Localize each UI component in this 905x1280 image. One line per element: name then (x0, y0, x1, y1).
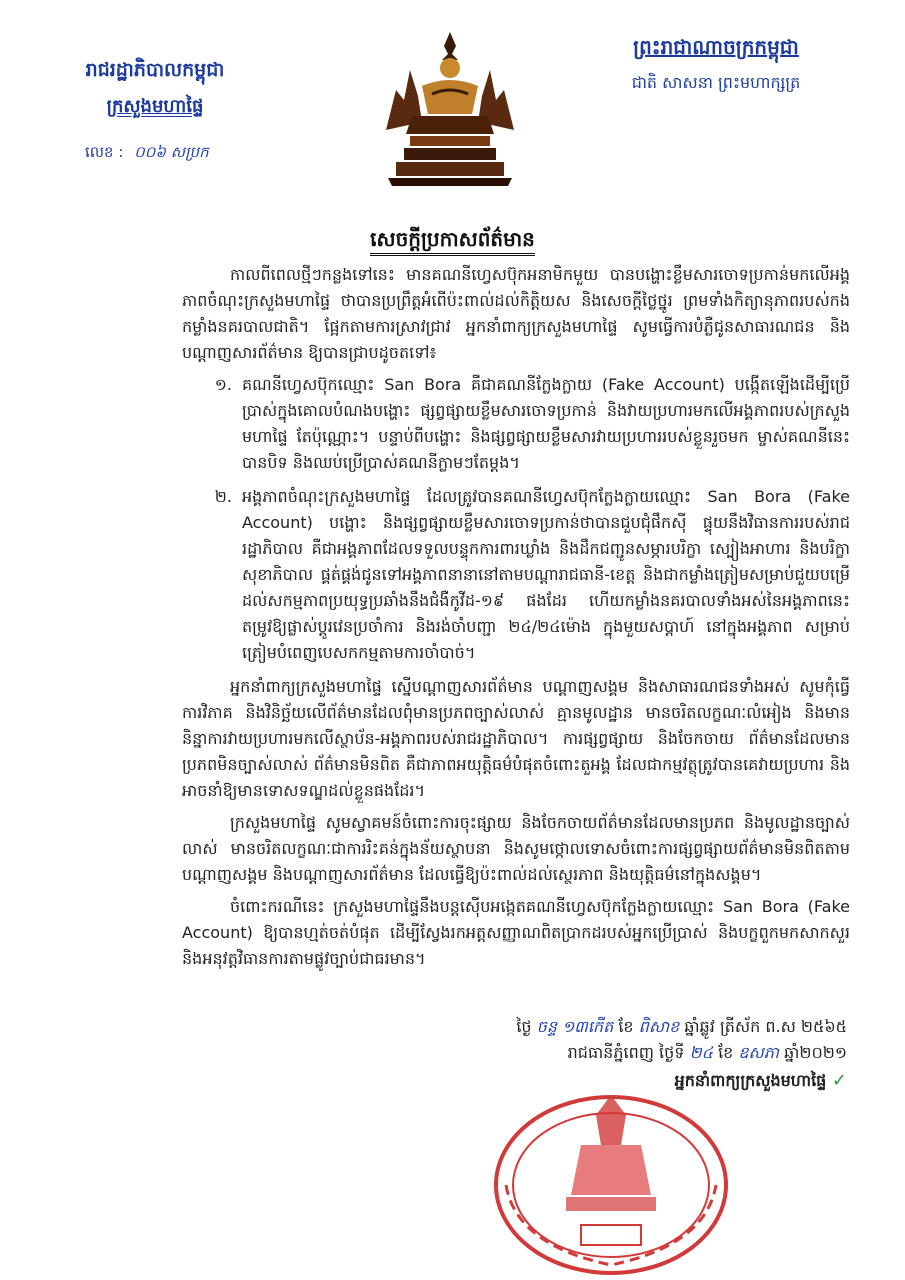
lunar-date: ថ្ងៃ ចន្ទ ១៣កើត ខែ ពិសាខ ឆ្នាំឆ្លូវ ត្រីស័ក ព.ស ២៥៦៥ (516, 1017, 847, 1036)
investigation-paragraph: ចំពោះករណីនេះ ក្រសួងមហាផ្ទៃនឹងបន្តស៊ើបអង្កេតគណនីហ្វេសប៊ុកក្លែងក្លាយឈ្មោះ San Bora (Fake Account) ឱ្យបានហ្មត់ចត់បំផុត ដើម្បីស្វែងរកអត្តសញ្ញាណពិតប្រាកដរបស់អ្នកប្រើប្រាស់ និងបក្ខពួកមកសាកសួរ និងអនុវត្តវិធានការតាមផ្លូវច្បាប់ជាធរមាន។ (182, 897, 850, 968)
ministry-name: ក្រសួងមហាផ្ទៃ (106, 96, 204, 117)
document-body (182, 262, 850, 978)
kingdom-name: ព្រះរាជាណាចក្រកម្ពុជា (633, 35, 799, 59)
government-name: រាជរដ្ឋាភិបាលកម្ពុជា (85, 59, 225, 81)
document-title (0, 226, 905, 256)
reference-number (55, 143, 255, 165)
intro-paragraph: កាលពីពេលថ្មីៗកន្លងទៅនេះ មានគណនីហ្វេសប៊ុកអនាមិកមួយ បានបង្ហោះខ្លឹមសារចោទប្រកាន់មកលើអង្គភាពចំណុះក្រសួងមហាផ្ទៃ ថាបានប្រព្រឹត្តអំពើប៉ះពាល់ដល់កិត្តិយស និងសេចក្តីថ្លៃថ្នូរ ព្រមទាំងកិត្យានុភាពរបស់កងកម្លាំងនគរបាលជាតិ។ ផ្អែកតាមការស្រាវជ្រាវ អ្នកនាំពាក្យក្រសួងមហាផ្ទៃ សូមធ្វើការបំភ្លឺជូនសាធារណជន និងបណ្តាញសារព័ត៌មាន ឱ្យបានជ្រាបដូចតទៅ៖ (182, 265, 850, 362)
list-item (182, 372, 850, 476)
royal-emblem-icon (382, 30, 518, 188)
welcome-paragraph: ក្រសួងមហាផ្ទៃ សូមស្វាគមន៍ចំពោះការចុះផ្សាយ និងចែកចាយព័ត៌មានដែលមានប្រភព និងមូលដ្ឋានច្បាស់លាស់ មានចរិតលក្ខណៈជាការរិះគន់ក្នុងន័យស្ថាបនា និងសូមថ្កោលទោសចំពោះការផ្សព្វផ្សាយព័ត៌មានមិនពិតតាមបណ្តាញសង្គម និងបណ្តាញសារព័ត៌មាន ដែលធ្វើឱ្យប៉ះពាល់ដល់ស្ថេរភាព និងយុត្តិធម៌នៅក្នុងសង្គម។ (182, 813, 850, 884)
item-text: អង្គភាពចំណុះក្រសួងមហាផ្ទៃ ដែលត្រូវបានគណនីហ្វេសប៊ុកក្លែងក្លាយឈ្មោះ San Bora (Fake Account) បង្ហោះ និងផ្សព្វផ្សាយខ្លឹមសារចោទប្រកាន់ថាបានជួបជុំផឹកស៊ី ផ្ទុយនឹងវិធានការរបស់រាជរដ្ឋាភិបាល គឺជាអង្គភាពដែលទទួលបន្ទុកការពារឃ្លាំង និងដឹកជញ្ជូនសម្ភារបរិក្ខា ស្បៀងអាហារ និងបរិក្ខាសុខាភិបាល ផ្គត់ផ្គង់ជូនទៅអង្គភាពនានានៅតាមបណ្តារាជធានី-ខេត្ត និងជាកម្លាំងត្រៀមសម្រាប់ជួយបម្រើដល់សកម្មភាពប្រយុទ្ធប្រឆាំងនឹងជំងឺកូវីដ-១៩ ផងដែរ ហើយកម្លាំងនគរបាលទាំងអស់នៃអង្គភាពនេះ តម្រូវឱ្យផ្លាស់ប្តូរវេនប្រចាំការ និងរង់ចាំបញ្ជា ២៤/២៤ម៉ោង ក្នុងមួយសប្តាហ៍ នៅក្នុងអង្គភាព សម្រាប់ត្រៀមបំពេញបេសកកម្មតាមការចាំបាច់។ (242, 487, 850, 662)
reference-label: លេខ : (85, 143, 124, 161)
item-text: គណនីហ្វេសប៊ុកឈ្មោះ San Bora គឺជាគណនីក្លែងក្លាយ (Fake Account) បង្កើតឡើងដើម្បីប្រើប្រាស់ក្នុងគោលបំណងបង្ហោះ ផ្សព្វផ្សាយខ្លឹមសារចោទប្រកាន់ និងវាយប្រហារមកលើអង្គភាពរបស់ក្រសួងមហាផ្ទៃ តែប៉ុណ្ណោះ។ បន្ទាប់ពីបង្ហោះ និងផ្សព្វផ្សាយខ្លឹមសារវាយប្រហាររបស់ខ្លួនរួចមក ម្ចាស់គណនីនេះបានបិទ និងឈប់ប្រើប្រាស់គណនីក្លាមៗតែម្តង។ (242, 375, 850, 472)
official-seal-icon (486, 1075, 736, 1275)
item-number: ២. (214, 487, 232, 506)
list-item (182, 484, 850, 666)
signature-check-icon: ✓ (831, 1070, 847, 1091)
solar-date: រាជធានីភ្នំពេញ ថ្ងៃទី ២៤ ខែ ឧសភា ឆ្នាំ២០២១ (567, 1043, 847, 1062)
appeal-paragraph: អ្នកនាំពាក្យក្រសួងមហាផ្ទៃ ស្នើបណ្តាញសារព័ត៌មាន បណ្តាញសង្គម និងសាធារណជនទាំងអស់ សូមកុំធ្វើការវិភាគ និងវិនិច្ឆ័យលើព័ត៌មានដែលពុំមានប្រភពច្បាស់លាស់ គ្មានមូលដ្ឋាន មានចរិតលក្ខណៈលំអៀង និងមាននិន្នាការវាយប្រហារមកលើស្ថាប័ន-អង្គភាពរបស់រាជរដ្ឋាភិបាល។ ការផ្សព្វផ្សាយ និងចែកចាយ ព័ត៌មានដែលមានប្រភពមិនច្បាស់លាស់ ព័ត៌មានមិនពិត គឺជាភាពអយុត្តិធម៌បំផុតចំពោះតួអង្គ ដែលជាកម្មវត្ថុត្រូវបានគេវាយប្រហារ និងអាចនាំឱ្យមានទោសទណ្ឌដល់ខ្លួនផងដែរ។ (182, 677, 850, 800)
signer-title: អ្នកនាំពាក្យក្រសួងមហាផ្ទៃ ✓ (674, 1070, 847, 1091)
reference-value: ០០៦ សប្រក (134, 143, 209, 161)
kingdom-header (596, 34, 836, 96)
national-motto: ជាតិ សាសនា ព្រះមហាក្សត្រ (631, 73, 801, 92)
item-number: ១. (214, 375, 232, 394)
title-text: សេចក្តីប្រកាសព័ត៌មាន (370, 227, 535, 256)
ministry-header (55, 58, 255, 165)
